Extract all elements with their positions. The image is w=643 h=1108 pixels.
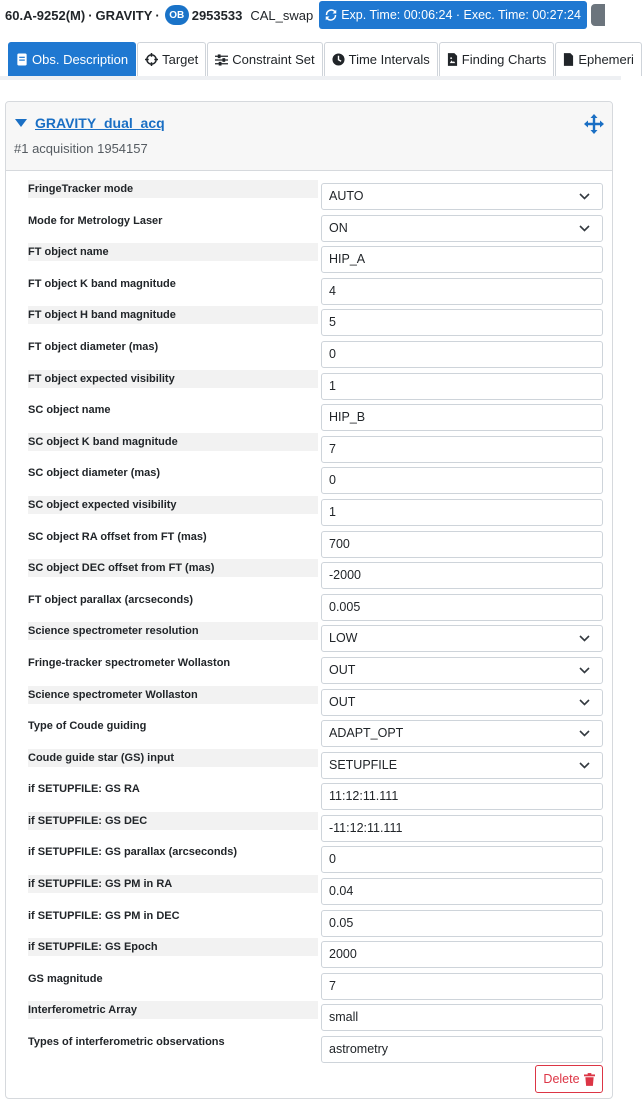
parameter-label: if SETUPFILE: GS DEC — [28, 814, 148, 827]
tab-label: Obs. Description — [32, 52, 129, 67]
parameter-value: 7 — [329, 978, 336, 993]
parameter-label: GS magnitude — [28, 972, 103, 985]
parameter-label: Mode for Metrology Laser — [28, 214, 163, 227]
parameter-value: HIP_A — [329, 252, 366, 267]
document-icon — [563, 53, 574, 66]
template-subtitle: #1 acquisition 1954157 — [14, 141, 148, 156]
parameter-input[interactable] — [321, 467, 603, 494]
parameter-value: 2000 — [329, 947, 357, 962]
overflow-button[interactable] — [591, 4, 605, 26]
ob-name: CAL_swap — [250, 7, 314, 23]
parameter-label: SC object expected visibility — [28, 498, 177, 511]
parameter-value: 11:12:11.111 — [329, 789, 399, 804]
tab-label: Ephemeri — [578, 52, 634, 67]
parameter-select[interactable] — [321, 752, 603, 779]
parameter-label: Science spectrometer resolution — [28, 625, 199, 638]
parameter-label: FringeTracker mode — [28, 183, 134, 195]
parameter-value: 1 — [329, 504, 336, 519]
parameter-input[interactable] — [321, 246, 603, 273]
parameter-row — [28, 749, 606, 781]
template-name-link[interactable]: GRAVITY_dual_acq — [35, 115, 165, 131]
chevron-down-icon — [579, 193, 590, 200]
refresh-icon — [325, 9, 337, 21]
parameter-row — [28, 938, 606, 970]
instrument-name: GRAVITY — [95, 7, 153, 23]
template-header — [6, 102, 612, 171]
parameter-row — [28, 212, 606, 244]
parameter-row — [28, 875, 606, 907]
parameter-input[interactable] — [321, 373, 603, 400]
parameter-input[interactable] — [321, 815, 603, 842]
parameter-input[interactable] — [321, 499, 603, 526]
parameter-row — [28, 464, 606, 496]
parameter-row — [28, 780, 606, 812]
parameter-input[interactable] — [321, 941, 603, 968]
trash-icon — [584, 1073, 595, 1086]
crosshair-icon — [145, 53, 158, 66]
delete-button[interactable] — [535, 1065, 603, 1093]
parameter-row — [28, 654, 606, 686]
parameter-input[interactable] — [321, 910, 603, 937]
parameter-value: 7 — [329, 441, 336, 456]
parameter-select[interactable] — [321, 720, 603, 747]
parameter-value: -11:12:11.111 — [329, 820, 403, 835]
parameter-label: SC object DEC offset from FT (mas) — [28, 562, 215, 575]
parameter-input[interactable] — [321, 878, 603, 905]
caret-down-icon[interactable] — [15, 119, 27, 128]
parameter-value: SETUPFILE — [329, 757, 398, 772]
tab-bar — [8, 42, 643, 76]
header-separator: · — [88, 7, 93, 23]
tabs-underline — [0, 76, 621, 80]
parameter-input[interactable] — [321, 278, 603, 305]
parameter-value: 0.05 — [329, 915, 354, 930]
parameter-label: if SETUPFILE: GS PM in DEC — [28, 909, 180, 922]
parameter-row — [28, 180, 606, 212]
ob-badge: OB — [165, 5, 189, 25]
tab-ephemeris[interactable] — [555, 42, 642, 76]
file-icon — [16, 53, 28, 66]
chevron-down-icon — [579, 225, 590, 232]
parameter-label: FT object expected visibility — [28, 372, 175, 385]
parameter-row — [28, 559, 606, 591]
parameter-row — [28, 907, 606, 939]
parameter-value: OUT — [329, 662, 356, 677]
parameter-list — [28, 180, 606, 1065]
parameter-input[interactable] — [321, 846, 603, 873]
parameter-row — [28, 433, 606, 465]
parameter-row — [28, 686, 606, 718]
chevron-down-icon — [579, 699, 590, 706]
parameter-input[interactable] — [321, 783, 603, 810]
parameter-row — [28, 591, 606, 623]
chevron-down-icon — [579, 667, 590, 674]
ob-header — [0, 0, 621, 30]
tab-constraint-set[interactable] — [207, 42, 322, 76]
parameter-row — [28, 1001, 606, 1033]
parameter-input[interactable] — [321, 531, 603, 558]
move-icon[interactable] — [584, 114, 604, 134]
parameter-label: if SETUPFILE: GS parallax (arcseconds) — [28, 846, 238, 859]
parameter-value: HIP_B — [329, 410, 366, 425]
parameter-label: FT object parallax (arcseconds) — [28, 593, 194, 606]
sliders-icon — [215, 54, 228, 66]
parameter-value: 0 — [329, 473, 336, 488]
parameter-label: Type of Coude guiding — [28, 720, 147, 733]
parameter-value: 700 — [329, 536, 350, 551]
tab-label: Finding Charts — [461, 52, 547, 67]
parameter-value: 0.005 — [329, 599, 361, 614]
parameter-input[interactable] — [321, 562, 603, 589]
parameter-row — [28, 401, 606, 433]
parameter-value: small — [329, 1010, 359, 1025]
parameter-value: AUTO — [329, 189, 364, 203]
parameter-label: FT object diameter (mas) — [28, 340, 159, 353]
parameter-value: 0 — [329, 852, 336, 867]
parameter-row — [28, 370, 606, 402]
delete-label: Delete — [543, 1072, 580, 1086]
parameter-row — [28, 338, 606, 370]
parameter-input[interactable] — [321, 404, 603, 431]
tab-finding-charts[interactable] — [439, 42, 555, 76]
run-id: 60.A-9252(M) — [5, 7, 86, 23]
parameter-row — [28, 812, 606, 844]
chevron-down-icon — [579, 762, 590, 769]
parameter-select[interactable] — [321, 183, 603, 210]
parameter-row — [28, 306, 606, 338]
parameter-input[interactable] — [321, 436, 603, 463]
parameter-row — [28, 528, 606, 560]
parameter-row — [28, 496, 606, 528]
parameter-row — [28, 970, 606, 1002]
clock-icon — [332, 53, 345, 66]
time-button[interactable] — [319, 1, 587, 29]
parameter-row — [28, 1033, 606, 1065]
parameter-label: if SETUPFILE: GS Epoch — [28, 941, 158, 954]
parameter-label: Coude guide star (GS) input — [28, 751, 175, 764]
parameter-label: SC object K band magnitude — [28, 435, 178, 448]
parameter-row — [28, 275, 606, 307]
parameter-label: if SETUPFILE: GS RA — [28, 783, 140, 796]
parameter-value: 0 — [329, 346, 336, 361]
parameter-input[interactable] — [321, 1036, 603, 1063]
parameter-select[interactable] — [321, 625, 603, 652]
parameter-label: SC object name — [28, 404, 111, 417]
parameter-value: 4 — [329, 283, 336, 298]
parameter-select[interactable] — [321, 215, 603, 242]
parameter-label: Interferometric Array — [28, 1004, 138, 1017]
time-text: Exp. Time: 00:06:24 · Exec. Time: 00:27:24 — [341, 8, 581, 22]
parameter-row — [28, 843, 606, 875]
parameter-label: Types of interferometric observations — [28, 1036, 225, 1049]
parameter-input[interactable] — [321, 341, 603, 368]
parameter-label: SC object RA offset from FT (mas) — [28, 530, 207, 543]
parameter-value: 1 — [329, 378, 336, 393]
parameter-value: -2000 — [329, 568, 361, 583]
header-separator: · — [155, 7, 160, 23]
parameter-value: 0.04 — [329, 884, 354, 899]
tab-target[interactable] — [137, 42, 206, 76]
parameter-label: if SETUPFILE: GS PM in RA — [28, 878, 173, 891]
parameter-label: FT object K band magnitude — [28, 277, 176, 290]
chevron-down-icon — [579, 635, 590, 642]
parameter-input[interactable] — [321, 1004, 603, 1031]
parameter-input[interactable] — [321, 309, 603, 336]
image-file-icon — [447, 53, 458, 66]
tab-label: Time Intervals — [348, 52, 430, 67]
parameter-select[interactable] — [321, 689, 603, 716]
chevron-down-icon — [579, 730, 590, 737]
parameter-value: ON — [329, 220, 348, 235]
ob-id: 2953533 — [191, 7, 243, 23]
parameter-input[interactable] — [321, 973, 603, 1000]
parameter-row — [28, 717, 606, 749]
parameter-value: ADAPT_OPT — [329, 726, 404, 741]
parameter-label: FT object name — [28, 246, 109, 259]
parameter-value: OUT — [329, 694, 356, 709]
parameter-value: astrometry — [329, 1042, 389, 1057]
parameter-label: FT object H band magnitude — [28, 309, 176, 322]
parameter-value: 5 — [329, 315, 336, 330]
tab-label: Target — [162, 52, 199, 67]
parameter-label: SC object diameter (mas) — [28, 467, 161, 480]
parameter-input[interactable] — [321, 594, 603, 621]
parameter-row — [28, 622, 606, 654]
tab-label: Constraint Set — [232, 52, 315, 67]
parameter-row — [28, 243, 606, 275]
parameter-value: LOW — [329, 631, 358, 646]
parameter-label: Science spectrometer Wollaston — [28, 688, 198, 701]
parameter-select[interactable] — [321, 657, 603, 684]
tab-obs-description[interactable] — [8, 42, 136, 76]
tab-time-intervals[interactable] — [324, 42, 438, 76]
template-panel — [5, 101, 613, 1099]
parameter-label: Fringe-tracker spectrometer Wollaston — [28, 656, 231, 669]
